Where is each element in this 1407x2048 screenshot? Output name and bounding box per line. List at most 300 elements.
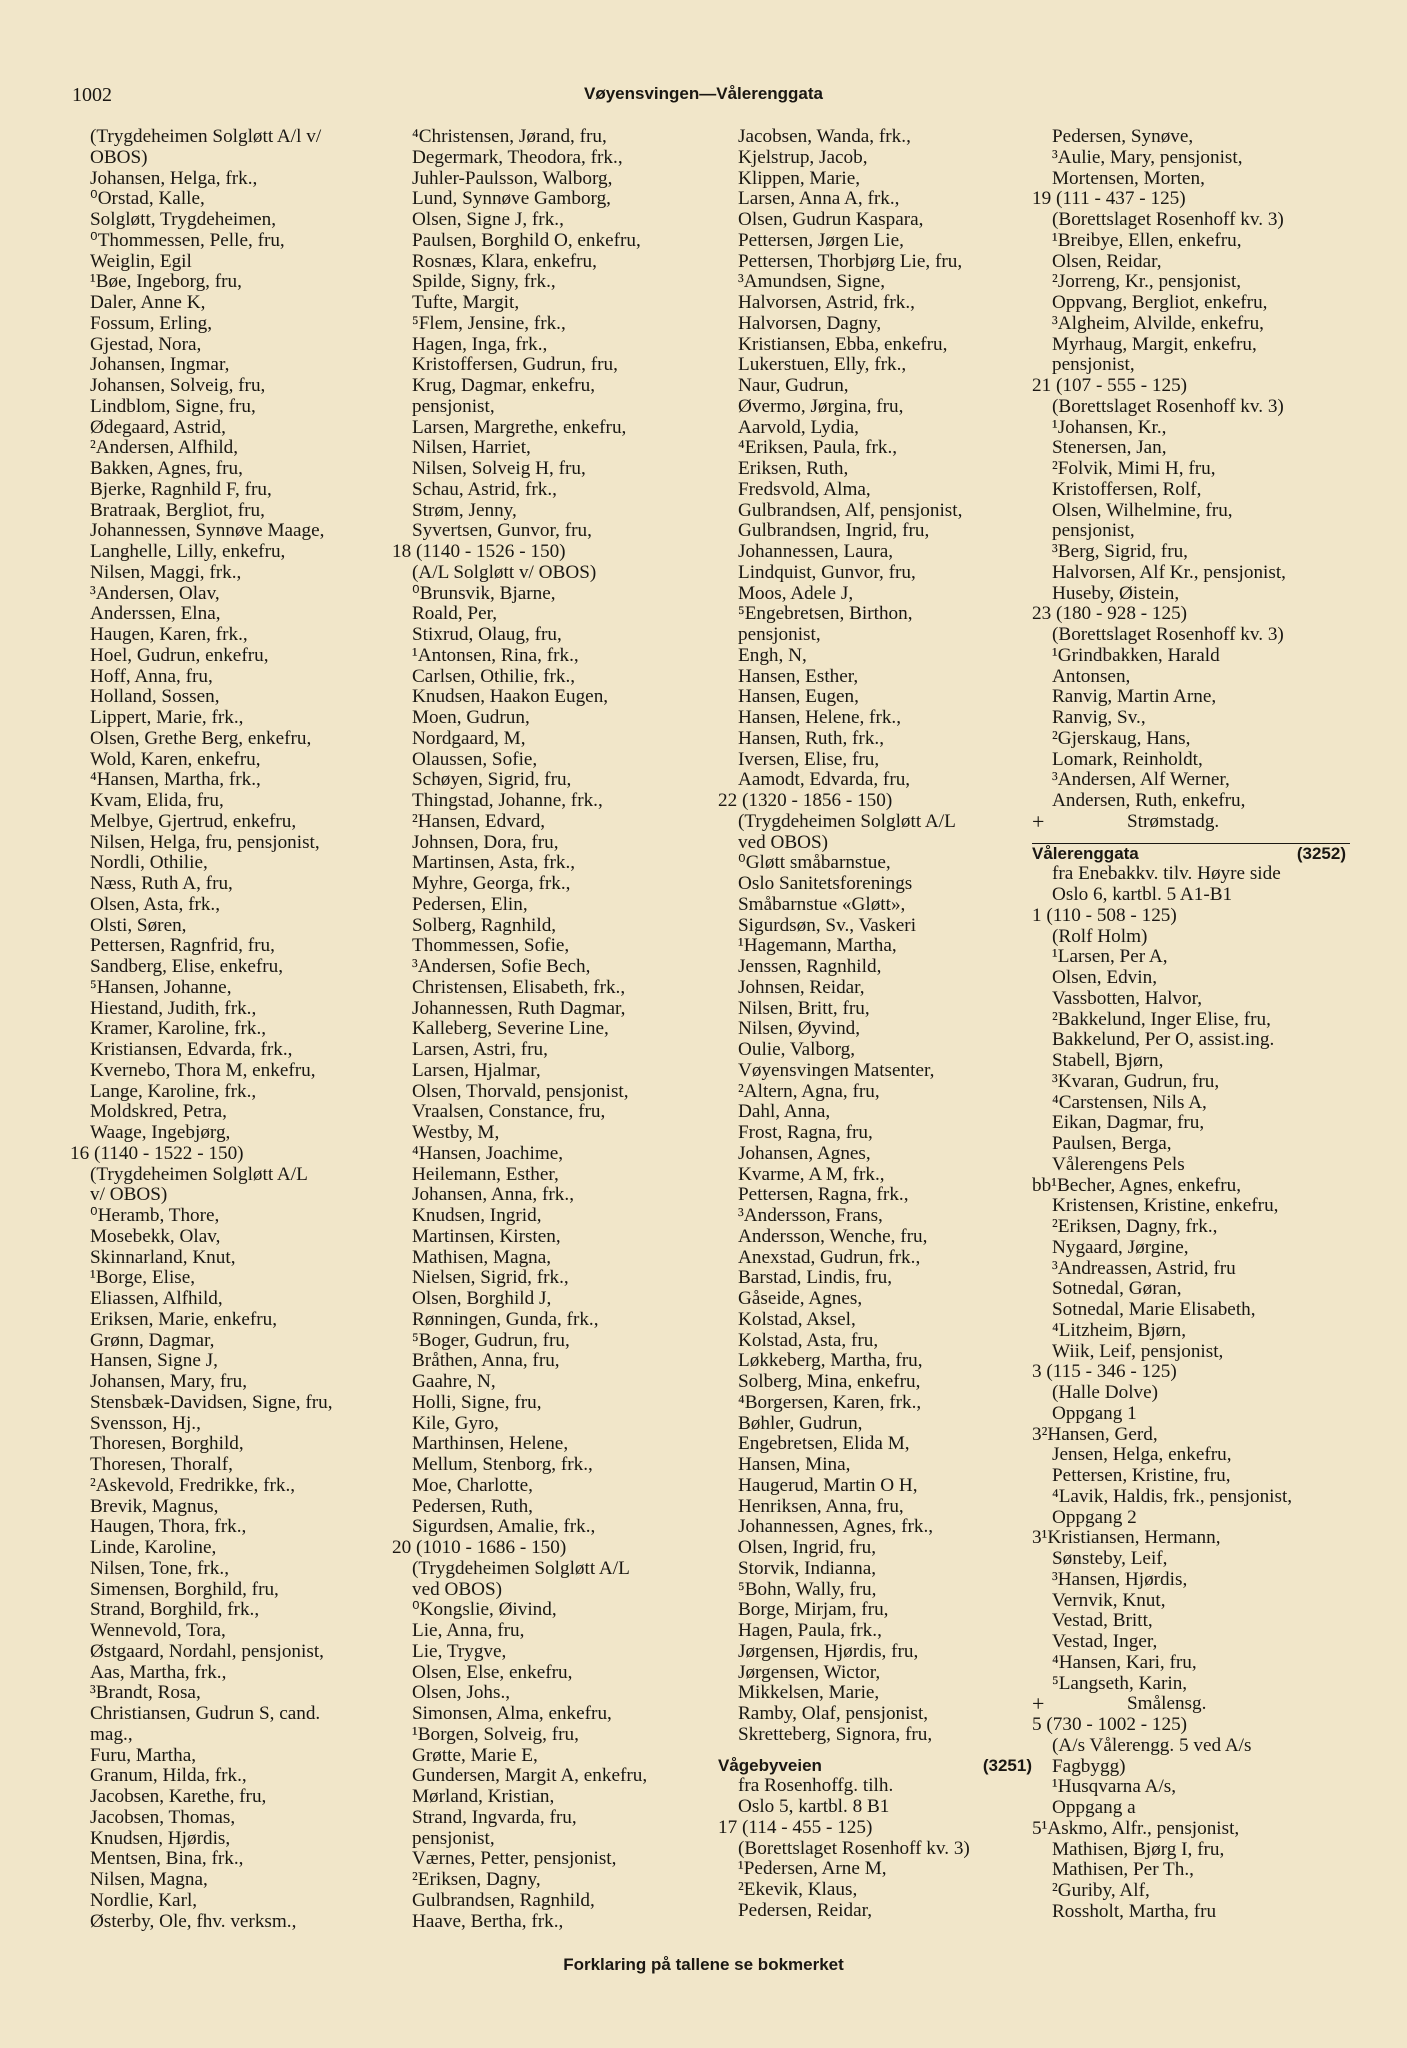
directory-entry: Olsen, Asta, frk., bbox=[90, 893, 221, 915]
directory-entry: Spilde, Signy, frk., bbox=[412, 271, 556, 293]
directory-entry: Nilsen, Helga, fru, pensjonist, bbox=[90, 831, 320, 853]
directory-entry: Roald, Per, bbox=[412, 603, 498, 625]
directory-entry: Carlsen, Othilie, frk., bbox=[412, 665, 576, 687]
directory-entry: Hoel, Gudrun, enkefru, bbox=[90, 644, 269, 666]
directory-entry: Kolstad, Aksel, bbox=[738, 1308, 856, 1330]
directory-entry: ²Gjerskaug, Hans, bbox=[1052, 727, 1191, 749]
directory-entry: (Borettslaget Rosenhoff kv. 3) bbox=[738, 1837, 970, 1859]
cross-street bbox=[1032, 808, 1350, 834]
directory-entry: Gulbrandsen, Alf, pensjonist, bbox=[738, 499, 963, 521]
directory-entry: ved OBOS) bbox=[412, 1578, 503, 1600]
directory-entry: Mathisen, Per Th., bbox=[1052, 1859, 1194, 1881]
directory-entry: Olsen, Ingrid, fru, bbox=[738, 1537, 877, 1558]
directory-entry: Anexstad, Gudrun, frk., bbox=[738, 1246, 921, 1268]
directory-entry: Vestad, Britt, bbox=[1052, 1610, 1153, 1632]
directory-entry: Strøm, Jenny, bbox=[412, 499, 517, 521]
directory-entry: Christensen, Elisabeth, frk., bbox=[412, 976, 626, 998]
directory-entry: Martinsen, Kirsten, bbox=[412, 1225, 561, 1247]
directory-entry: Schau, Astrid, frk., bbox=[412, 478, 557, 500]
directory-entry: Hagen, Inga, frk., bbox=[412, 333, 548, 355]
directory-entry: Kristoffersen, Rolf, bbox=[1052, 478, 1202, 500]
directory-entry: Løkkeberg, Martha, fru, bbox=[738, 1350, 923, 1372]
directory-entry: Andersen, Ruth, enkefru, bbox=[1052, 790, 1246, 811]
directory-entry: Heilemann, Esther, bbox=[412, 1163, 559, 1185]
directory-entry: Fossum, Erling, bbox=[90, 312, 213, 334]
directory-entry: Olsen, Reidar, bbox=[1052, 250, 1162, 272]
directory-entry: ved OBOS) bbox=[738, 831, 829, 853]
directory-entry: Johansen, Helga, frk., bbox=[90, 167, 258, 189]
directory-entry: pensjonist, bbox=[1052, 520, 1135, 542]
directory-entry: ⁴Hansen, Martha, frk., bbox=[90, 769, 261, 791]
directory-column-3 bbox=[718, 127, 1036, 1922]
house-number-entry: 23 (180 - 928 - 125) bbox=[1032, 603, 1188, 625]
directory-entry: Klippen, Marie, bbox=[738, 167, 861, 189]
directory-entry: pensjonist, bbox=[412, 1827, 495, 1849]
directory-entry: Wiik, Leif, pensjonist, bbox=[1052, 1340, 1224, 1362]
directory-entry: ⁵Flem, Jensine, frk., bbox=[412, 312, 566, 334]
directory-entry: Jensen, Helga, enkefru, bbox=[1052, 1444, 1232, 1466]
directory-entry: Pedersen, Ruth, bbox=[412, 1495, 533, 1517]
directory-entry: ⁰Brunsvik, Bjarne, bbox=[412, 582, 556, 604]
directory-entry: Jørgensen, Hjørdis, fru, bbox=[738, 1640, 919, 1662]
directory-entry: Rossholt, Martha, fru bbox=[1052, 1900, 1217, 1922]
directory-entry: Barstad, Lindis, fru, bbox=[738, 1267, 893, 1289]
directory-entry: Hiestand, Judith, frk., bbox=[90, 997, 257, 1019]
directory-entry: Kvarme, A M, frk., bbox=[738, 1163, 885, 1185]
directory-entry: Ramby, Olaf, pensjonist, bbox=[738, 1703, 929, 1724]
directory-entry: Pedersen, Elin, bbox=[412, 893, 528, 915]
house-number-entry: 16 (1140 - 1522 - 150) bbox=[70, 1142, 244, 1164]
footer-note: Forklaring på tallene se bokmerket bbox=[563, 1955, 844, 1974]
directory-entry: Rønningen, Gunda, frk., bbox=[412, 1308, 599, 1330]
directory-entry: Tufte, Margit, bbox=[412, 292, 520, 313]
directory-entry: Pedersen, Synøve, bbox=[1052, 126, 1194, 147]
directory-column-2 bbox=[392, 127, 710, 1932]
directory-entry: ⁰Heramb, Thore, bbox=[90, 1205, 220, 1226]
directory-entry: Fagbygg) bbox=[1052, 1755, 1126, 1777]
directory-entry: Gundersen, Margit A, enkefru, bbox=[412, 1765, 648, 1787]
directory-entry: Anderssen, Elna, bbox=[90, 603, 221, 625]
directory-entry: OBOS) bbox=[90, 146, 148, 168]
directory-entry: Hansen, Esther, bbox=[738, 665, 859, 687]
directory-entry: Aarvold, Lydia, bbox=[738, 416, 859, 438]
directory-entry: ³Andersen, Alf Werner, bbox=[1052, 769, 1230, 791]
directory-entry: Antonsen, bbox=[1052, 665, 1131, 687]
directory-entry: Lie, Anna, fru, bbox=[412, 1620, 525, 1641]
directory-entry: Stenersen, Jan, bbox=[1052, 437, 1167, 459]
directory-entry: Oslo 5, kartbl. 8 B1 bbox=[738, 1796, 890, 1817]
directory-entry: Pettersen, Ragna, frk., bbox=[738, 1184, 909, 1206]
directory-entry: ⁵Engebretsen, Birthon, bbox=[738, 603, 913, 625]
directory-entry: ²Andersen, Alfhild, bbox=[90, 437, 239, 459]
house-number-entry: 1 (110 - 508 - 125) bbox=[1032, 904, 1177, 926]
directory-entry: Værnes, Petter, pensjonist, bbox=[412, 1848, 617, 1870]
directory-entry: Paulsen, Berga, bbox=[1052, 1133, 1172, 1154]
directory-entry: ⁴Christensen, Jørand, fru, bbox=[412, 126, 607, 147]
directory-entry: Jacobsen, Karethe, fru, bbox=[90, 1786, 267, 1807]
house-number-entry: 21 (107 - 555 - 125) bbox=[1032, 375, 1188, 396]
house-number-entry: 18 (1140 - 1526 - 150) bbox=[392, 541, 566, 562]
directory-entry: Moen, Gudrun, bbox=[412, 707, 530, 728]
directory-entry: Skretteberg, Signora, fru, bbox=[738, 1723, 933, 1745]
cross-street-name: Smålensg. bbox=[1127, 1693, 1207, 1715]
house-number-entry: 3²Hansen, Gerd, bbox=[1032, 1423, 1158, 1445]
directory-entry: Johannessen, Synnøve Maage, bbox=[90, 520, 325, 542]
directory-entry: Eriksen, Marie, enkefru, bbox=[90, 1308, 278, 1330]
directory-entry: Jacobsen, Thomas, bbox=[90, 1806, 236, 1828]
directory-entry: Brevik, Magnus, bbox=[90, 1495, 219, 1517]
directory-entry: Granum, Hilda, frk., bbox=[90, 1765, 247, 1787]
directory-entry: ¹Borgen, Solveig, fru, bbox=[412, 1723, 579, 1745]
directory-entry: Ranvig, Martin Arne, bbox=[1052, 686, 1217, 708]
directory-entry: Ranvig, Sv., bbox=[1052, 707, 1146, 728]
directory-entry: Aas, Martha, frk., bbox=[90, 1661, 227, 1683]
directory-entry: Bakken, Agnes, fru, bbox=[90, 458, 243, 479]
street-name: Vågebyveien bbox=[718, 1755, 822, 1775]
house-number-entry: bb¹Becher, Agnes, enkefru, bbox=[1032, 1174, 1242, 1196]
directory-entry: Hansen, Ruth, frk., bbox=[738, 727, 885, 749]
directory-entry: Olsen, Johs., bbox=[412, 1682, 511, 1704]
directory-entry: ²Ekevik, Klaus, bbox=[738, 1879, 858, 1900]
directory-entry: Lange, Karoline, frk., bbox=[90, 1080, 257, 1102]
directory-entry: Øvermo, Jørgina, fru, bbox=[738, 395, 904, 417]
directory-entry: Johnsen, Dora, fru, bbox=[412, 831, 559, 853]
directory-entry: ⁵Boger, Gudrun, fru, bbox=[412, 1329, 570, 1351]
cross-street bbox=[1032, 1691, 1350, 1717]
directory-entry: Hoff, Anna, fru, bbox=[90, 665, 213, 687]
directory-entry: Simonsen, Alma, enkefru, bbox=[412, 1703, 612, 1724]
directory-entry: Daler, Anne K, bbox=[90, 292, 206, 313]
directory-entry: ³Brandt, Rosa, bbox=[90, 1682, 201, 1704]
directory-entry: Ødegaard, Astrid, bbox=[90, 416, 226, 438]
street-code: (3251) bbox=[982, 1755, 1032, 1775]
directory-entry: Engebretsen, Elida M, bbox=[738, 1433, 910, 1455]
directory-entry: Vernvik, Knut, bbox=[1052, 1589, 1166, 1611]
directory-entry: ⁰Kongslie, Øivind, bbox=[412, 1599, 557, 1621]
spacer bbox=[718, 1746, 1036, 1756]
directory-entry: Oppgang a bbox=[1052, 1797, 1136, 1818]
directory-entry: Lindquist, Gunvor, fru, bbox=[738, 561, 916, 583]
directory-entry: Oppvang, Bergliot, enkefru, bbox=[1052, 292, 1268, 313]
directory-entry: Sandberg, Elise, enkefru, bbox=[90, 956, 284, 977]
directory-entry: Lukerstuen, Elly, frk., bbox=[738, 354, 907, 376]
directory-entry: Weiglin, Egil bbox=[90, 250, 192, 272]
directory-entry: Rosnæs, Klara, enkefru, bbox=[412, 250, 597, 272]
directory-entry: Bråthen, Anna, fru, bbox=[412, 1350, 560, 1372]
directory-entry: Simensen, Borghild, fru, bbox=[90, 1578, 279, 1600]
page-header bbox=[72, 84, 1335, 114]
directory-entry: Østerby, Ole, fhv. verksm., bbox=[90, 1910, 297, 1932]
directory-entry: Christiansen, Gudrun S, cand. bbox=[90, 1703, 321, 1724]
directory-entry: Johansen, Ingmar, bbox=[90, 354, 230, 376]
directory-entry: ²Folvik, Mimi H, fru, bbox=[1052, 458, 1216, 479]
directory-entry: (Borettslaget Rosenhoff kv. 3) bbox=[1052, 209, 1284, 230]
directory-entry: Bakkelund, Per O, assist.ing. bbox=[1052, 1029, 1275, 1051]
directory-entry: Stensbæk-Davidsen, Signe, fru, bbox=[90, 1391, 333, 1413]
cross-street-icon: + bbox=[1032, 1691, 1045, 1717]
directory-entry: Furu, Martha, bbox=[90, 1744, 197, 1766]
directory-entry: Nordli, Othilie, bbox=[90, 852, 208, 874]
directory-entry: Johansen, Anna, frk., bbox=[412, 1184, 574, 1206]
directory-entry: (Rolf Holm) bbox=[1052, 925, 1148, 947]
directory-entry: Hansen, Signe J, bbox=[90, 1350, 218, 1372]
directory-entry: (Trygdeheimen Solgløtt A/L bbox=[412, 1557, 630, 1579]
directory-entry: Knudsen, Haakon Eugen, bbox=[412, 686, 609, 708]
directory-entry: Småbarnstue «Gløtt», bbox=[738, 893, 906, 915]
house-number-entry: 5¹Askmo, Alfr., pensjonist, bbox=[1032, 1817, 1240, 1839]
directory-entry: Mathisen, Magna, bbox=[412, 1246, 552, 1268]
directory-entry: Gulbrandsen, Ragnhild, bbox=[412, 1889, 595, 1911]
directory-entry: Sotnedal, Marie Elisabeth, bbox=[1052, 1299, 1256, 1320]
directory-entry: Nilsen, Maggi, frk., bbox=[90, 561, 242, 583]
directory-entry: ⁴Litzheim, Bjørn, bbox=[1052, 1319, 1187, 1341]
directory-entry: Westby, M, bbox=[412, 1122, 500, 1143]
directory-entry: Kalleberg, Severine Line, bbox=[412, 1018, 609, 1040]
directory-entry: Strand, Borghild, frk., bbox=[90, 1599, 260, 1621]
house-number-entry: 5 (730 - 1002 - 125) bbox=[1032, 1714, 1188, 1735]
directory-entry: ¹Bøe, Ingeborg, fru, bbox=[90, 271, 242, 293]
directory-entry: (A/L Solgløtt v/ OBOS) bbox=[412, 561, 597, 583]
directory-entry: Oslo 6, kartbl. 5 A1-B1 bbox=[1052, 884, 1233, 905]
directory-column-4 bbox=[1032, 127, 1350, 1923]
directory-entry: Larsen, Anna A, frk., bbox=[738, 188, 900, 210]
directory-entry: Næss, Ruth A, fru, bbox=[90, 873, 233, 894]
directory-entry: ¹Antonsen, Rina, frk., bbox=[412, 644, 579, 666]
directory-entry: Hagen, Paula, frk., bbox=[738, 1620, 882, 1641]
directory-entry: ⁴Lavik, Haldis, frk., pensjonist, bbox=[1052, 1485, 1293, 1507]
directory-entry: Olaussen, Sofie, bbox=[412, 748, 538, 770]
directory-entry: ¹Breibye, Ellen, enkefru, bbox=[1052, 229, 1242, 251]
directory-entry: fra Enebakkv. tilv. Høyre side bbox=[1052, 863, 1281, 885]
street-heading bbox=[1032, 843, 1350, 865]
directory-entry: Lomark, Reinholdt, bbox=[1052, 748, 1203, 770]
directory-entry: Marthinsen, Helene, bbox=[412, 1433, 569, 1455]
directory-entry: Sigurdsen, Amalie, frk., bbox=[412, 1516, 596, 1538]
running-title: Vøyensvingen—Vålerenggata bbox=[583, 84, 824, 103]
directory-entry: ³Berg, Sigrid, fru, bbox=[1052, 541, 1188, 562]
directory-entry: Linde, Karoline, bbox=[90, 1537, 217, 1558]
directory-entry: Olsen, Signe J, frk., bbox=[412, 209, 564, 230]
directory-entry: Nilsen, Øyvind, bbox=[738, 1018, 861, 1040]
directory-entry: Thingstad, Johanne, frk., bbox=[412, 790, 603, 811]
directory-entry: ³Andersen, Sofie Bech, bbox=[412, 956, 591, 977]
directory-entry: Pettersen, Jørgen Lie, bbox=[738, 229, 904, 251]
directory-entry: Knudsen, Hjørdis, bbox=[90, 1827, 231, 1849]
directory-entry: ⁵Bohn, Wally, fru, bbox=[738, 1578, 877, 1600]
directory-entry: ¹Hagemann, Martha, bbox=[738, 935, 897, 957]
directory-entry: pensjonist, bbox=[412, 395, 495, 417]
directory-entry: Haugerud, Martin O H, bbox=[738, 1474, 918, 1496]
directory-entry: ³Hansen, Hjørdis, bbox=[1052, 1568, 1188, 1590]
directory-entry: ³Kvaran, Gudrun, fru, bbox=[1052, 1070, 1220, 1092]
directory-entry: Nielsen, Sigrid, frk., bbox=[412, 1267, 569, 1289]
cross-street-name: Strømstadg. bbox=[1127, 810, 1220, 832]
directory-entry: Halvorsen, Astrid, frk., bbox=[738, 292, 915, 313]
directory-entry: mag., bbox=[90, 1723, 133, 1745]
directory-entry: v/ OBOS) bbox=[90, 1184, 168, 1206]
directory-entry: Lund, Synnøve Gamborg, bbox=[412, 188, 611, 210]
house-number-entry: 22 (1320 - 1856 - 150) bbox=[718, 790, 893, 811]
directory-entry: Johansen, Mary, fru, bbox=[90, 1371, 248, 1392]
directory-entry: Pettersen, Thorbjørg Lie, fru, bbox=[738, 250, 963, 272]
directory-entry: Sønsteby, Leif, bbox=[1052, 1548, 1168, 1569]
directory-entry: Knudsen, Ingrid, bbox=[412, 1205, 542, 1226]
directory-entry: Mentsen, Bina, frk., bbox=[90, 1848, 244, 1870]
directory-entry: (Borettslaget Rosenhoff kv. 3) bbox=[1052, 624, 1284, 645]
directory-entry: Dahl, Anna, bbox=[738, 1101, 831, 1123]
directory-entry: Olsen, Borghild J, bbox=[412, 1288, 552, 1309]
directory-entry: Oslo Sanitetsforenings bbox=[738, 873, 913, 894]
directory-entry: Jørgensen, Wictor, bbox=[738, 1661, 881, 1683]
directory-entry: Mortensen, Morten, bbox=[1052, 167, 1205, 189]
directory-entry: Gåseide, Agnes, bbox=[738, 1288, 863, 1309]
directory-entry: Olsen, Edvin, bbox=[1052, 967, 1157, 988]
directory-entry: Naur, Gudrun, bbox=[738, 375, 849, 396]
directory-entry: Haugen, Thora, frk., bbox=[90, 1516, 247, 1538]
directory-entry: Nordlie, Karl, bbox=[90, 1889, 198, 1911]
directory-entry: Vøyensvingen Matsenter, bbox=[738, 1059, 935, 1081]
directory-entry: Kolstad, Asta, fru, bbox=[738, 1329, 879, 1351]
directory-entry: Frost, Ragna, fru, bbox=[738, 1122, 873, 1143]
directory-entry: ³Andreassen, Astrid, fru bbox=[1052, 1257, 1236, 1279]
directory-entry: ⁴Eriksen, Paula, frk., bbox=[738, 437, 898, 459]
directory-entry: Mørland, Kristian, bbox=[412, 1786, 555, 1807]
directory-entry: Johansen, Agnes, bbox=[738, 1142, 871, 1164]
directory-entry: Kristiansen, Edvarda, frk., bbox=[90, 1039, 293, 1060]
directory-entry: (Borettslaget Rosenhoff kv. 3) bbox=[1052, 395, 1284, 417]
directory-entry: Iversen, Elise, fru, bbox=[738, 748, 880, 770]
street-heading bbox=[718, 1756, 1036, 1777]
directory-entry: (Trygdeheimen Solgløtt A/L bbox=[738, 810, 956, 832]
directory-entry: Pedersen, Reidar, bbox=[738, 1899, 873, 1921]
directory-entry: Johnsen, Reidar, bbox=[738, 976, 865, 998]
directory-entry: Mellum, Stenborg, frk., bbox=[412, 1454, 593, 1475]
directory-entry: Hansen, Helene, frk., bbox=[738, 707, 902, 728]
directory-entry: Kvernebo, Thora M, enkefru, bbox=[90, 1059, 316, 1081]
directory-entry: Holland, Sossen, bbox=[90, 686, 220, 708]
directory-entry: ²Bakkelund, Inger Elise, fru, bbox=[1052, 1008, 1271, 1030]
directory-entry: Oulie, Valborg, bbox=[738, 1039, 856, 1060]
directory-entry: Myhre, Georga, frk., bbox=[412, 873, 571, 894]
directory-entry: Hansen, Eugen, bbox=[738, 686, 859, 708]
directory-entry: Solberg, Ragnhild, bbox=[412, 914, 557, 936]
directory-entry: ¹Borge, Elise, bbox=[90, 1267, 196, 1289]
directory-entry: Thoresen, Borghild, bbox=[90, 1433, 244, 1455]
directory-entry: (A/s Vålerengg. 5 ved A/s bbox=[1052, 1734, 1252, 1756]
directory-entry: Svensson, Hj., bbox=[90, 1412, 201, 1434]
directory-entry: ⁴Borgersen, Karen, frk., bbox=[738, 1391, 922, 1413]
directory-entry: Lie, Trygve, bbox=[412, 1640, 507, 1662]
directory-entry: Nilsen, Magna, bbox=[90, 1869, 208, 1890]
directory-entry: Kramer, Karoline, frk., bbox=[90, 1018, 267, 1040]
directory-entry: Engh, N, bbox=[738, 644, 807, 666]
directory-entry: fra Rosenhoffg. tilh. bbox=[738, 1775, 894, 1797]
directory-entry: Degermark, Theodora, frk., bbox=[412, 146, 623, 168]
directory-entry: Kristensen, Kristine, enkefru, bbox=[1052, 1195, 1279, 1217]
directory-entry: Thommessen, Sofie, bbox=[412, 935, 570, 957]
directory-entry: Moldskred, Petra, bbox=[90, 1101, 227, 1123]
house-number-entry: 20 (1010 - 1686 - 150) bbox=[392, 1537, 567, 1558]
directory-entry: ²Eriksen, Dagny, frk., bbox=[1052, 1216, 1218, 1237]
directory-entry: Kile, Gyro, bbox=[412, 1412, 499, 1434]
directory-entry: Paulsen, Borghild O, enkefru, bbox=[412, 229, 641, 251]
directory-entry: Halvorsen, Dagny, bbox=[738, 312, 882, 334]
directory-entry: ¹Pedersen, Arne M, bbox=[738, 1858, 887, 1880]
directory-entry: Grønn, Dagmar, bbox=[90, 1329, 215, 1351]
directory-entry: Skinnarland, Knut, bbox=[90, 1246, 236, 1268]
directory-entry: ²Hansen, Edvard, bbox=[412, 810, 546, 832]
directory-entry: Johannessen, Agnes, frk., bbox=[738, 1516, 934, 1538]
directory-entry: pensjonist, bbox=[738, 624, 821, 645]
directory-entry: Olsen, Else, enkefru, bbox=[412, 1661, 573, 1683]
directory-entry: Holli, Signe, fru, bbox=[412, 1391, 542, 1413]
directory-entry: Nilsen, Tone, frk., bbox=[90, 1557, 229, 1579]
directory-entry: ⁵Hansen, Johanne, bbox=[90, 976, 232, 998]
directory-entry: Kristoffersen, Gudrun, fru, bbox=[412, 354, 618, 376]
directory-entry: ³Amundsen, Signe, bbox=[738, 271, 885, 293]
directory-entry: Johansen, Solveig, fru, bbox=[90, 375, 266, 396]
directory-entry: Gjestad, Nora, bbox=[90, 333, 202, 355]
directory-entry: Martinsen, Asta, frk., bbox=[412, 852, 576, 874]
directory-entry: Grøtte, Marie E, bbox=[412, 1744, 538, 1766]
directory-entry: (Trygdeheimen Solgløtt A/L bbox=[90, 1163, 308, 1185]
directory-entry: Larsen, Margrethe, enkefru, bbox=[412, 416, 627, 438]
directory-entry: ²Eriksen, Dagny, bbox=[412, 1869, 541, 1890]
page-number: 1002 bbox=[72, 84, 112, 106]
directory-entry: Eikan, Dagmar, fru, bbox=[1052, 1112, 1205, 1134]
directory-entry: ⁰Orstad, Kalle, bbox=[90, 188, 205, 210]
directory-entry: (Trygdeheimen Solgløtt A/l v/ bbox=[90, 126, 322, 147]
directory-entry: Nilsen, Britt, fru, bbox=[738, 997, 870, 1019]
directory-entry: ⁰Gløtt småbarnstue, bbox=[738, 852, 891, 874]
street-code: (3252) bbox=[1296, 843, 1346, 863]
directory-entry: Larsen, Astri, fru, bbox=[412, 1039, 548, 1060]
directory-entry: Stixrud, Olaug, fru, bbox=[412, 624, 562, 645]
directory-entry: Oppgang 1 bbox=[1052, 1402, 1137, 1424]
spacer bbox=[1032, 833, 1350, 843]
house-number-entry: 19 (111 - 437 - 125) bbox=[1032, 188, 1186, 210]
directory-entry: Haave, Bertha, frk., bbox=[412, 1910, 564, 1932]
directory-entry: Nilsen, Harriet, bbox=[412, 437, 531, 459]
directory-entry: ³Andersson, Frans, bbox=[738, 1205, 883, 1226]
directory-entry: Sigurdsøn, Sv., Vaskeri bbox=[738, 914, 917, 936]
directory-entry: Kjelstrup, Jacob, bbox=[738, 146, 868, 168]
directory-entry: Kvam, Elida, fru, bbox=[90, 790, 224, 811]
directory-entry: Haugen, Karen, frk., bbox=[90, 624, 248, 645]
directory-entry: ³Andersen, Olav, bbox=[90, 582, 220, 604]
directory-entry: Bjerke, Ragnhild F, fru, bbox=[90, 478, 272, 500]
directory-entry: Vestad, Inger, bbox=[1052, 1631, 1158, 1652]
directory-entry: ²Guriby, Alf, bbox=[1052, 1880, 1150, 1901]
directory-entry: Oppgang 2 bbox=[1052, 1506, 1137, 1528]
directory-entry: Huseby, Øistein, bbox=[1052, 582, 1180, 604]
directory-entry: ⁴Hansen, Joachime, bbox=[412, 1142, 564, 1164]
directory-entry: Langhelle, Lilly, enkefru, bbox=[90, 541, 286, 562]
directory-entry: ³Aulie, Mary, pensjonist, bbox=[1052, 146, 1243, 168]
directory-entry: Waage, Ingebjørg, bbox=[90, 1122, 231, 1143]
directory-entry: ¹Johansen, Kr., bbox=[1052, 416, 1167, 438]
directory-entry: ²Jorreng, Kr., pensjonist, bbox=[1052, 271, 1242, 293]
directory-entry: Lippert, Marie, frk., bbox=[90, 707, 244, 728]
cross-street-icon: + bbox=[1032, 808, 1045, 834]
directory-entry: Andersson, Wenche, fru, bbox=[738, 1225, 928, 1247]
directory-entry: Olsen, Gudrun Kaspara, bbox=[738, 209, 924, 230]
directory-entry: Bratraak, Bergliot, fru, bbox=[90, 499, 265, 521]
directory-entry: ¹Larsen, Per A, bbox=[1052, 946, 1168, 968]
directory-entry: Krug, Dagmar, enkefru, bbox=[412, 375, 596, 396]
directory-entry: Sotnedal, Gøran, bbox=[1052, 1278, 1182, 1300]
directory-entry: Henriksen, Anna, fru, bbox=[738, 1495, 904, 1517]
